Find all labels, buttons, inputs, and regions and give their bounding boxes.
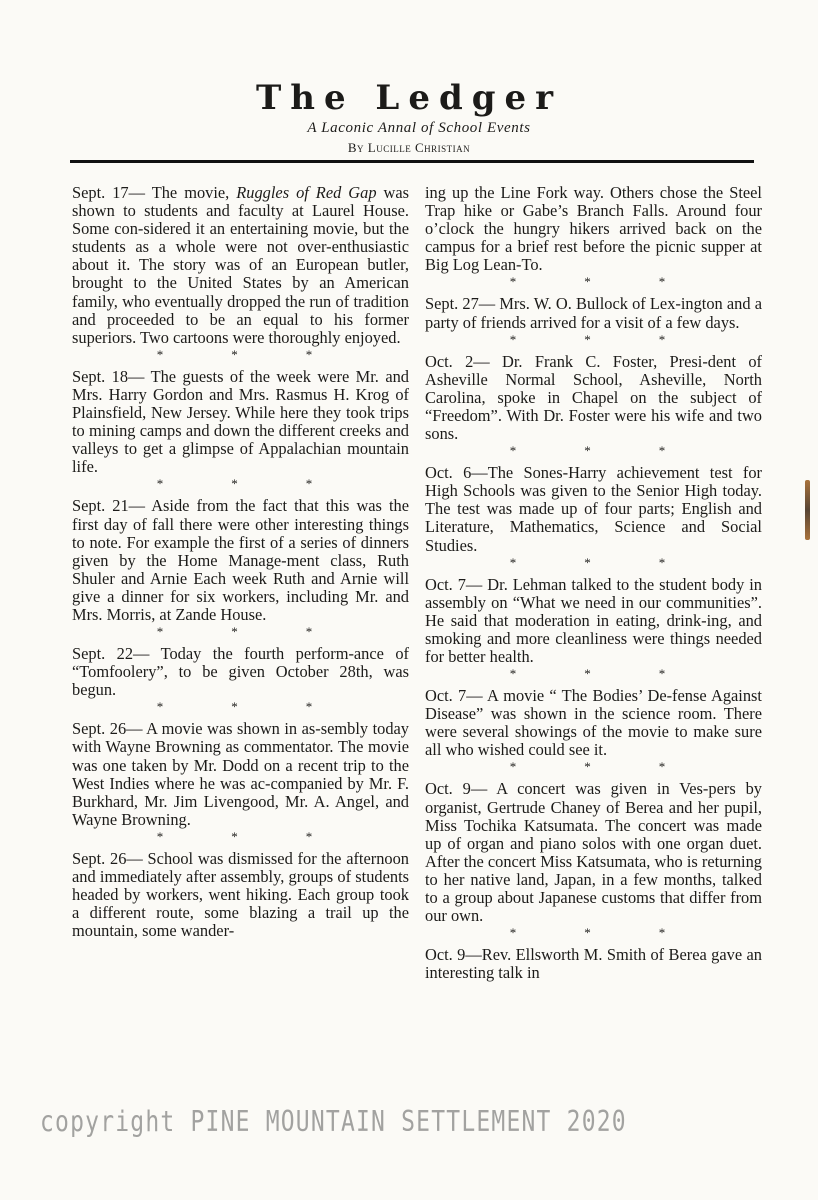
entry-text: Rev. Ellsworth M. Smith of Berea gave an interesting talk in xyxy=(425,945,762,983)
star: * xyxy=(658,274,666,290)
star: * xyxy=(156,476,164,492)
star: * xyxy=(509,554,517,570)
entry-text: A movie “ The Bodies’ De-fense Against Disease” was shown in the science room. There were several showings of the movie to make sure all who wished could see it. xyxy=(425,686,762,760)
star: * xyxy=(305,346,313,362)
entry-sept-27 xyxy=(425,295,762,331)
copyright-watermark: copyright PINE MOUNTAIN SETTLEMENT 2020 xyxy=(40,1106,627,1139)
entry-text: Dr. Frank C. Foster, Presi-dent of Asheville Normal School, Asheville, North Carolina, spoke in Chapel on the subject of “Freedom”. With Dr. Foster were his wife and two sons. xyxy=(425,351,762,444)
star: * xyxy=(658,554,666,570)
right-column xyxy=(425,184,762,982)
star: * xyxy=(305,828,313,844)
star: * xyxy=(509,759,517,775)
entry-text: was shown to students and faculty at Laurel House. Some con-sidered it an entertaining movie, but the students as a whole were not over-enthusiastic about it. The story was of an European butler, brought to the United States by an American family, who eventually dropped the run of tradition and proceeded to be an equal to his former superiors. Two cartoons were thoroughly enjoyed. xyxy=(72,183,410,347)
star: * xyxy=(509,925,517,941)
entry-date: Sept. 26— xyxy=(72,719,143,739)
star: * xyxy=(584,925,591,941)
separator-stars xyxy=(425,667,762,681)
separator-stars xyxy=(72,830,409,844)
entry-date: Oct. 7— xyxy=(425,686,483,706)
star: * xyxy=(305,476,313,492)
entry-date: Sept. 26— xyxy=(72,848,143,868)
entry-date: Sept. 27— xyxy=(425,294,496,314)
separator-stars xyxy=(425,275,762,289)
entry-date: Oct. 9— xyxy=(425,779,488,799)
star: * xyxy=(658,443,666,459)
entry-text: Dr. Lehman talked to the student body in assembly on “What we need in our communities”. He said that moderation in eating, drink-ing, and smoking and more cleanliness were things needed for better health. xyxy=(425,574,762,666)
star: * xyxy=(658,759,666,775)
star: * xyxy=(584,331,591,347)
header-rule xyxy=(70,160,754,163)
entry-sept-18 xyxy=(72,368,409,477)
entry-oct-7-lehman xyxy=(425,576,762,666)
separator-stars xyxy=(425,760,762,774)
entry-text: The Sones-Harry achievement test for High Schools was given to the Senior High today. The test was made up of four parts; English and Literature, Mathematics, Science and Social Studies. xyxy=(425,463,763,555)
star: * xyxy=(231,624,238,640)
entry-text: A movie was shown in as-sembly today with Wayne Browning as commentator. The movie was one taken by Mr. Dodd on a recent trip to the West Indies where he was ac-companied by Mr. F. Burkhard, Mr. Jim Livengood, Mr. A. Angel, and Wayne Browning. xyxy=(72,719,409,829)
entry-sept-26-hiking-cont xyxy=(425,184,762,274)
separator-stars xyxy=(72,477,409,491)
entry-text: Today the fourth perform-ance of “Tomfoolery”, to be given October 28th, was begun. xyxy=(72,644,410,700)
entry-sept-17 xyxy=(72,184,409,347)
star: * xyxy=(584,666,591,682)
entry-text: The movie, xyxy=(145,183,237,202)
star: * xyxy=(231,476,238,492)
entry-sept-26-movie xyxy=(72,720,409,829)
star: * xyxy=(305,699,313,715)
star: * xyxy=(156,624,164,640)
entry-sept-22 xyxy=(72,645,409,699)
star: * xyxy=(156,699,164,715)
separator-stars xyxy=(72,625,409,639)
entry-date: Oct. 2— xyxy=(425,351,490,371)
star: * xyxy=(584,274,591,290)
star: * xyxy=(509,331,517,347)
entry-text: Aside from the fact that this was the first day of fall there were other interesting things to note. For example the first of a series of dinners given by the Home Manage-ment class, Ruth Shuler and Arnie Each week Ruth and Arnie will give a dinner for six workers, including Mr. and Mrs. Morris, at Zande House. xyxy=(72,496,409,624)
entry-date: Sept. 17— xyxy=(72,183,146,202)
star: * xyxy=(584,443,591,459)
star: * xyxy=(509,443,517,459)
page-title: The Ledger xyxy=(255,78,563,118)
page-edge-stain xyxy=(805,480,810,540)
separator-stars xyxy=(72,700,409,714)
separator-stars xyxy=(425,444,762,458)
entry-sept-21 xyxy=(72,497,409,624)
entry-oct-9-concert xyxy=(425,780,762,925)
entry-sept-26-hiking xyxy=(72,850,409,940)
entry-oct-2 xyxy=(425,353,762,443)
star: * xyxy=(305,624,313,640)
entry-date: Oct. 6— xyxy=(425,463,488,483)
star: * xyxy=(584,759,591,775)
star: * xyxy=(658,666,666,682)
entry-date: Oct. 9— xyxy=(425,945,482,965)
byline: By Lucille Christian xyxy=(347,140,471,155)
separator-stars xyxy=(425,556,762,570)
star: * xyxy=(156,828,164,844)
entry-date: Sept. 21— xyxy=(72,496,146,516)
left-column xyxy=(72,184,409,940)
entry-text: School was dismissed for the afternoon and immediately after assembly, groups of students headed by workers, went hiking. Each group took a different route, some blazing a trail up the mountain, some wander- xyxy=(72,848,410,941)
star: * xyxy=(658,331,666,347)
separator-stars xyxy=(425,926,762,940)
star: * xyxy=(509,274,517,290)
entry-text: The guests of the week were Mr. and Mrs. Harry Gordon and Mrs. Rasmus H. Krog of Plainsfield, New Jersey. While here they took trips to mining camps and down the different creeks and valleys to get a glimpse of Appalachian mountain life. xyxy=(72,366,409,477)
entry-oct-7-movie xyxy=(425,687,762,759)
entry-date: Sept. 18— xyxy=(72,366,145,386)
entry-text: ing up the Line Fork way. Others chose the Steel Trap hike or Gabe’s Branch Falls. Around four o’clock the hungry hikers arrived back on the campus for a brief rest before the picnic supper at Big Log Lean-To. xyxy=(425,183,762,275)
entry-oct-9-smith xyxy=(425,946,762,982)
page-subtitle: A Laconic Annal of School Events xyxy=(307,120,531,136)
star: * xyxy=(231,828,238,844)
movie-title: Ruggles of Red Gap xyxy=(236,183,377,202)
entry-date: Oct. 7— xyxy=(425,574,483,594)
star: * xyxy=(231,346,238,362)
star: * xyxy=(658,925,666,941)
star: * xyxy=(156,346,164,362)
entry-text: A concert was given in Ves-pers by organist, Gertrude Chaney of Berea and her pupil, Miss Tochika Katsumata. The concert was made up of organ and piano solos with one organ duet. After the concert Miss Katsumata, who is returning to her native land, Japan, in a few months, talked to a group about Japanese customs that differ from our own. xyxy=(425,779,762,926)
entry-date: Sept. 22— xyxy=(72,644,150,664)
separator-stars xyxy=(72,348,409,362)
separator-stars xyxy=(425,333,762,347)
star: * xyxy=(231,699,238,715)
entry-oct-6 xyxy=(425,464,762,554)
star: * xyxy=(509,666,517,682)
entry-text: Mrs. W. O. Bullock of Lex-ington and a party of friends arrived for a visit of a few days. xyxy=(425,294,762,332)
star: * xyxy=(584,554,591,570)
